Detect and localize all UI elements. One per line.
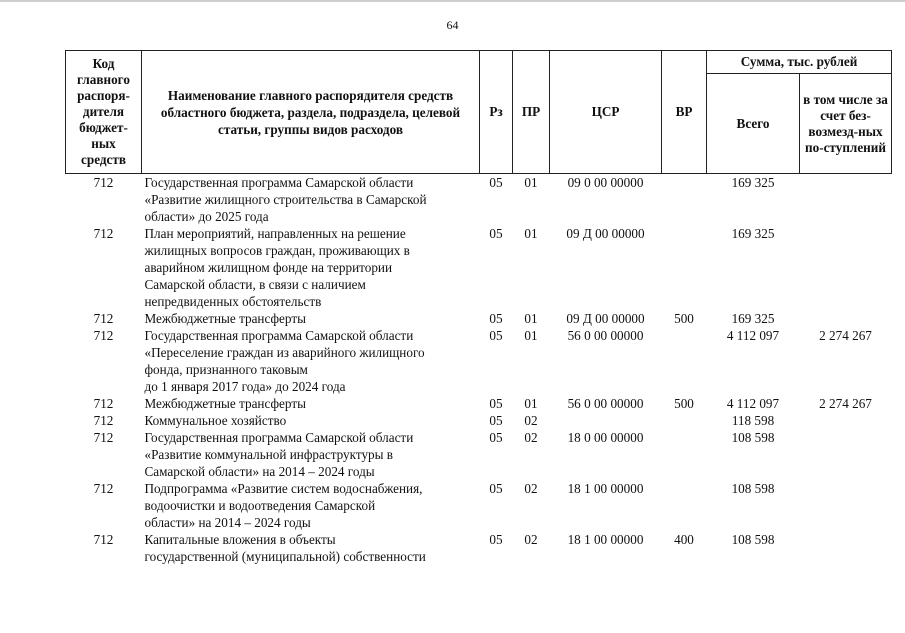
table-row bbox=[66, 327, 892, 395]
table-header bbox=[66, 51, 892, 174]
row-total: 108 598 bbox=[731, 532, 775, 547]
row-rz: 05 bbox=[489, 532, 503, 547]
row-gratuit bbox=[800, 412, 892, 429]
header-gratuit: в том числе за счет без-возмезд-ных по-ступлений bbox=[800, 74, 892, 174]
row-total: 4 112 097 bbox=[726, 396, 780, 411]
row-vr bbox=[662, 412, 707, 429]
row-code: 712 bbox=[93, 328, 114, 343]
row-pr: 01 bbox=[524, 311, 538, 326]
table-row bbox=[66, 480, 892, 531]
row-vr: 400 bbox=[674, 532, 694, 547]
row-csr bbox=[550, 412, 662, 429]
row-vr: 500 bbox=[674, 311, 694, 326]
row-rz: 05 bbox=[489, 226, 503, 241]
row-csr: 56 0 00 00000 bbox=[567, 328, 644, 343]
row-name: Государственная программа Самарской области «Переселение граждан из аварийного жилищного фонда, признанного таковым до 1 января 2017 года» до 2024 года bbox=[144, 328, 425, 394]
row-total: 169 325 bbox=[731, 311, 775, 326]
row-csr: 09 0 00 00000 bbox=[567, 175, 644, 190]
row-vr bbox=[662, 327, 707, 395]
table-row bbox=[66, 412, 892, 429]
row-code: 712 bbox=[93, 396, 114, 411]
row-total: 118 598 bbox=[731, 413, 775, 428]
row-gratuit bbox=[800, 531, 892, 565]
row-total: 108 598 bbox=[731, 430, 775, 445]
row-vr: 500 bbox=[674, 396, 694, 411]
row-name: Государственная программа Самарской области «Развитие коммунальной инфраструктуры в Самарской области» на 2014 – 2024 годы bbox=[144, 430, 414, 479]
table-row bbox=[66, 174, 892, 226]
row-vr bbox=[662, 174, 707, 226]
row-name: Коммунальное хозяйство bbox=[144, 413, 287, 428]
row-code: 712 bbox=[93, 311, 114, 326]
row-code: 712 bbox=[93, 430, 114, 445]
row-rz: 05 bbox=[489, 175, 503, 190]
row-name: Капитальные вложения в объекты государственной (муниципальной) собственности bbox=[144, 532, 426, 564]
row-pr: 02 bbox=[524, 430, 538, 445]
row-name: Межбюджетные трансферты bbox=[144, 396, 306, 411]
row-csr: 09 Д 00 00000 bbox=[566, 311, 645, 326]
row-gratuit: 2 274 267 bbox=[819, 328, 872, 343]
top-border-line bbox=[0, 0, 905, 2]
row-code: 712 bbox=[93, 532, 114, 547]
row-csr: 09 Д 00 00000 bbox=[566, 226, 645, 241]
header-total: Всего bbox=[707, 74, 800, 174]
row-total: 4 112 097 bbox=[726, 328, 780, 343]
table-row bbox=[66, 531, 892, 565]
row-code: 712 bbox=[93, 481, 114, 496]
header-sum: Сумма, тыс. рублей bbox=[707, 51, 892, 74]
header-vr: ВР bbox=[662, 51, 707, 174]
row-gratuit bbox=[800, 225, 892, 310]
row-name: Государственная программа Самарской области «Развитие жилищного строительства в Самарской области» до 2025 года bbox=[144, 175, 427, 224]
row-pr: 01 bbox=[524, 175, 538, 190]
row-vr bbox=[662, 225, 707, 310]
header-csr: ЦСР bbox=[550, 51, 662, 174]
header-name: Наименование главного распорядителя средств областного бюджета, раздела, подраздела, целевой статьи, группы видов расходов bbox=[142, 51, 480, 174]
row-csr: 18 1 00 00000 bbox=[567, 481, 644, 496]
row-rz: 05 bbox=[489, 311, 503, 326]
table-row bbox=[66, 310, 892, 327]
table-row bbox=[66, 429, 892, 480]
row-pr: 02 bbox=[524, 481, 538, 496]
header-code: Код главного распоря-дителя бюджет-ных средств bbox=[66, 51, 142, 174]
row-csr: 56 0 00 00000 bbox=[567, 396, 644, 411]
row-rz: 05 bbox=[489, 481, 503, 496]
row-pr: 01 bbox=[524, 226, 538, 241]
row-code: 712 bbox=[93, 413, 114, 428]
row-rz: 05 bbox=[489, 413, 503, 428]
row-name: Подпрограмма «Развитие систем водоснабжения, водоочистки и водоотведения Самарской области» на 2014 – 2024 годы bbox=[144, 481, 423, 530]
row-csr: 18 0 00 00000 bbox=[567, 430, 644, 445]
table-body bbox=[66, 174, 892, 566]
row-csr: 18 1 00 00000 bbox=[567, 532, 644, 547]
header-pr: ПР bbox=[513, 51, 550, 174]
row-gratuit: 2 274 267 bbox=[819, 396, 872, 411]
header-rz: Рз bbox=[480, 51, 513, 174]
row-total: 169 325 bbox=[731, 175, 775, 190]
row-gratuit bbox=[800, 174, 892, 226]
table-row bbox=[66, 395, 892, 412]
page-number: 64 bbox=[446, 18, 459, 32]
row-rz: 05 bbox=[489, 396, 503, 411]
row-pr: 02 bbox=[524, 413, 538, 428]
row-total: 108 598 bbox=[731, 481, 775, 496]
row-name: Межбюджетные трансферты bbox=[144, 311, 306, 326]
row-pr: 02 bbox=[524, 532, 538, 547]
row-vr bbox=[662, 429, 707, 480]
row-gratuit bbox=[800, 310, 892, 327]
table-row bbox=[66, 225, 892, 310]
row-rz: 05 bbox=[489, 430, 503, 445]
row-rz: 05 bbox=[489, 328, 503, 343]
row-pr: 01 bbox=[524, 396, 538, 411]
row-total: 169 325 bbox=[731, 226, 775, 241]
row-gratuit bbox=[800, 480, 892, 531]
row-code: 712 bbox=[93, 226, 114, 241]
row-gratuit bbox=[800, 429, 892, 480]
row-code: 712 bbox=[93, 175, 114, 190]
row-name: План мероприятий, направленных на решение жилищных вопросов граждан, проживающих в аварийном жилищном фонде на территории Самарской области, в связи с наличием непредвиденных обстоятельств bbox=[144, 226, 410, 309]
row-pr: 01 bbox=[524, 328, 538, 343]
row-vr bbox=[662, 480, 707, 531]
budget-table bbox=[65, 50, 892, 565]
